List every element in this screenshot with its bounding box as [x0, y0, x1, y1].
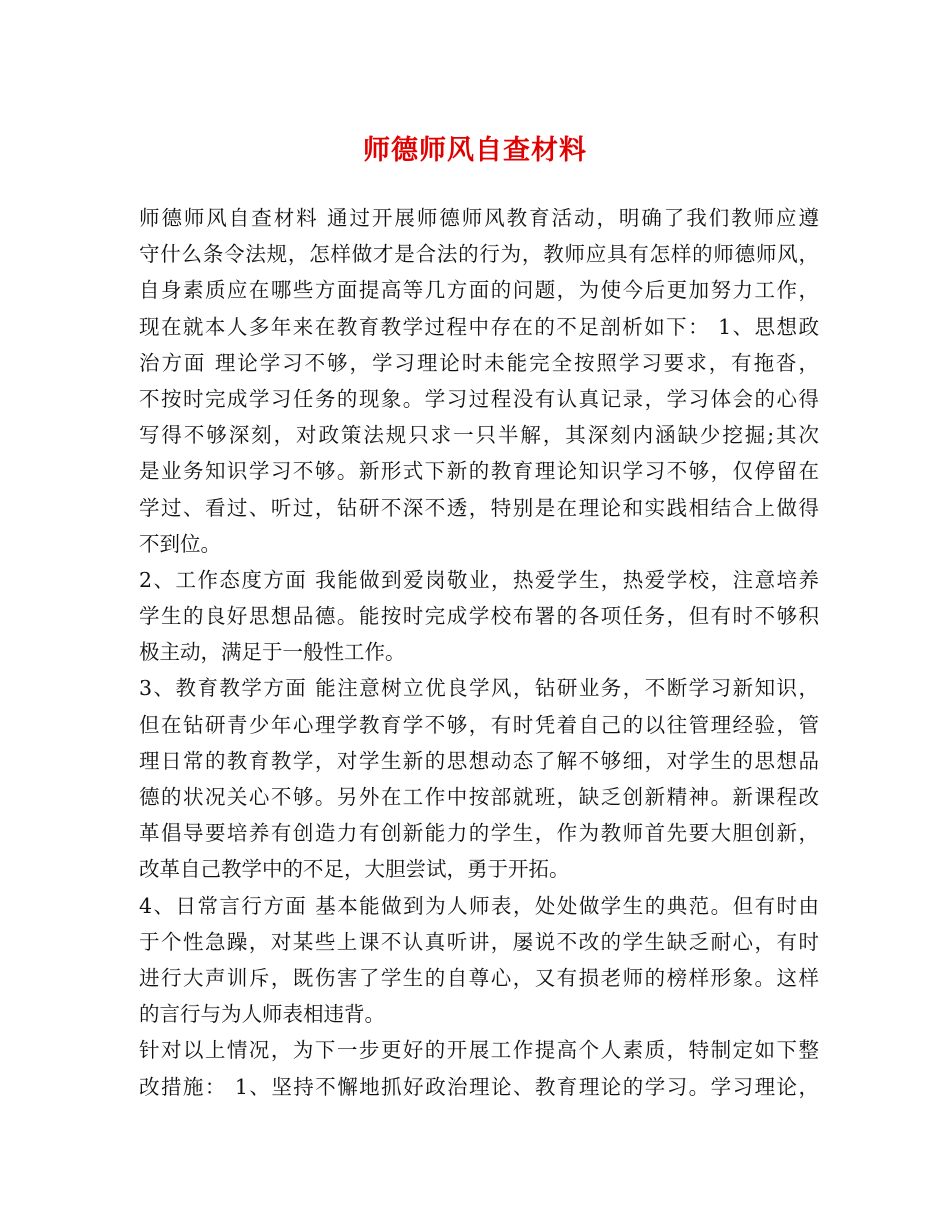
- text-line: 进行大声训斥，既伤害了学生的自尊心，又有损老师的榜样形象。这样: [139, 965, 819, 990]
- page-title: 师德师风自查材料: [363, 135, 587, 166]
- text-line: 4、日常言行方面 基本能做到为人师表，处处做学生的典范。但有时由: [139, 893, 819, 918]
- text-line: 学生的良好思想品德。能按时完成学校布署的各项任务，但有时不够积: [139, 604, 819, 629]
- text-line: 写得不够深刻，对政策法规只求一只半解，其深刻内涵缺少挖掘;其次: [139, 423, 819, 448]
- text-line: 自身素质应在哪些方面提高等几方面的问题，为使今后更加努力工作，: [139, 278, 819, 303]
- text-line: 的言行与为人师表相违背。: [139, 1002, 385, 1027]
- text-line: 改革自己教学中的不足，大胆尝试，勇于开拓。: [139, 857, 570, 882]
- text-line: 革倡导要培养有创造力有创新能力的学生，作为教师首先要大胆创新，: [139, 821, 819, 846]
- text-line: 3、教育教学方面 能注意树立优良学风，钻研业务，不断学习新知识，: [139, 676, 819, 701]
- text-line: 是业务知识学习不够。新形式下新的教育理论知识学习不够，仅停留在: [139, 459, 819, 484]
- text-line: 治方面 理论学习不够，学习理论时未能完全按照学习要求，有拖沓，: [139, 350, 819, 375]
- text-line: 现在就本人多年来在教育教学过程中存在的不足剖析如下： 1、思想政: [139, 314, 819, 339]
- text-line: 但在钻研青少年心理学教育学不够，有时凭着自己的以往管理经验，管: [139, 712, 819, 737]
- text-line: 于个性急躁，对某些上课不认真听讲，屡说不改的学生缺乏耐心，有时: [139, 929, 819, 954]
- text-line: 学过、看过、听过，钻研不深不透，特别是在理论和实践相结合上做得: [139, 495, 819, 520]
- text-line: 不按时完成学习任务的现象。学习过程没有认真记录，学习体会的心得: [139, 386, 819, 411]
- text-line: 不到位。: [139, 531, 221, 556]
- text-line: 守什么条令法规，怎样做才是合法的行为，教师应具有怎样的师德师风，: [139, 242, 819, 267]
- text-line: 2、工作态度方面 我能做到爱岗敬业，热爱学生，热爱学校，注意培养: [139, 567, 819, 592]
- text-line: 针对以上情况，为下一步更好的开展工作提高个人素质，特制定如下整: [139, 1038, 819, 1063]
- text-line: 德的状况关心不够。另外在工作中按部就班，缺乏创新精神。新课程改: [139, 785, 819, 809]
- text-line: 极主动，满足于一般性工作。: [139, 640, 406, 665]
- document-body: [139, 200, 819, 1105]
- text-line: 改措施： 1、坚持不懈地抓好政治理论、教育理论的学习。学习理论，: [139, 1074, 819, 1099]
- text-line: 理日常的教育教学，对学生新的思想动态了解不够细，对学生的思想品: [139, 748, 819, 773]
- text-line: 师德师风自查材料 通过开展师德师风教育活动，明确了我们教师应遵: [139, 206, 819, 230]
